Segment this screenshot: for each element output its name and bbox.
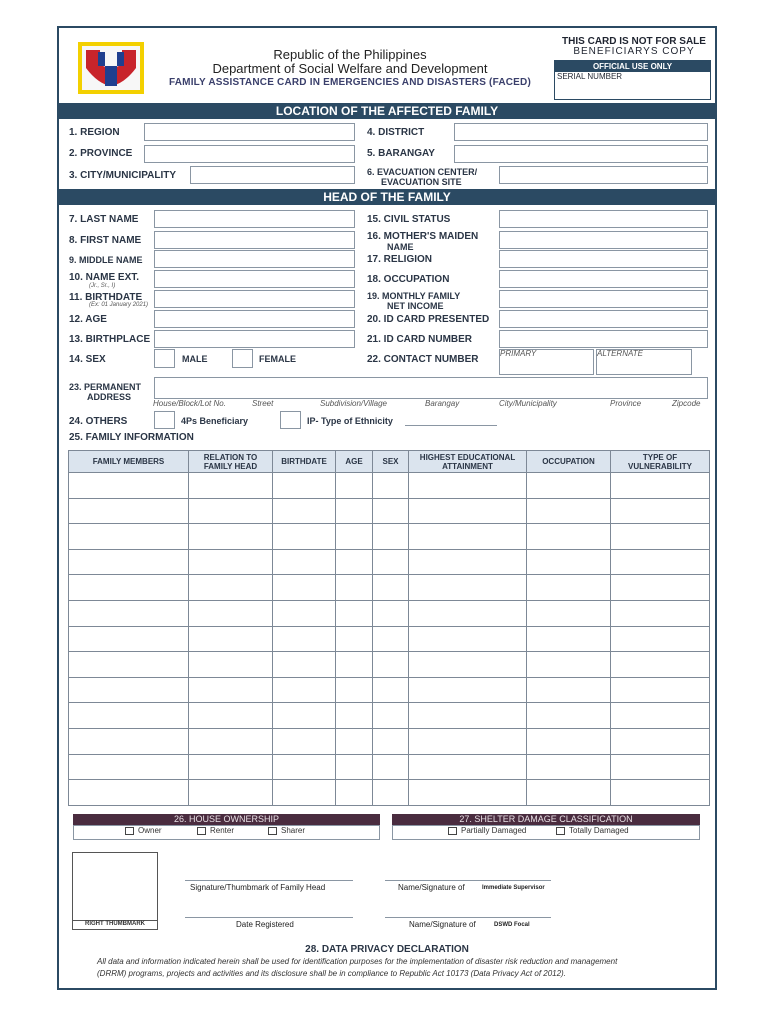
table-cell[interactable]	[189, 524, 273, 550]
table-cell[interactable]	[373, 626, 409, 652]
table-cell[interactable]	[69, 498, 189, 524]
religion-label: 17. RELIGION	[367, 254, 433, 265]
table-row	[69, 703, 710, 729]
table-row	[69, 754, 710, 780]
sharer-checkbox[interactable]	[268, 827, 277, 835]
evac-label: 6. EVACUATION CENTER/	[367, 167, 478, 177]
col-relation: RELATION TO FAMILY HEAD	[189, 451, 273, 473]
table-cell[interactable]	[189, 703, 273, 729]
fourps-checkbox[interactable]	[154, 411, 175, 429]
thumbmark-label: RIGHT THUMBMARK	[85, 921, 145, 927]
table-cell[interactable]	[527, 728, 611, 754]
owner-label: Owner	[138, 826, 162, 835]
table-cell[interactable]	[373, 473, 409, 499]
col-education: HIGHEST EDUCATIONAL ATTAINMENT	[409, 451, 527, 473]
table-cell[interactable]	[527, 652, 611, 678]
name-ext-label: 10. NAME EXT.	[69, 272, 140, 283]
location-section-bar: LOCATION OF THE AFFECTED FAMILY	[59, 103, 715, 119]
contact-label: 22. CONTACT NUMBER	[367, 354, 479, 365]
table-row	[69, 524, 710, 550]
table-cell[interactable]	[69, 728, 189, 754]
card-title: FAMILY ASSISTANCE CARD IN EMERGENCIES AND DISASTERS (FACED)	[168, 77, 532, 88]
table-cell[interactable]	[373, 677, 409, 703]
totally-damaged-checkbox[interactable]	[556, 827, 565, 835]
table-cell[interactable]	[273, 498, 336, 524]
supervisor-signature-line[interactable]	[385, 880, 551, 881]
table-cell[interactable]	[373, 652, 409, 678]
col-family-members: FAMILY MEMBERS	[69, 451, 189, 473]
table-cell[interactable]	[69, 549, 189, 575]
table-cell[interactable]	[189, 626, 273, 652]
city-label: 3. CITY/MUNICIPALITY	[69, 170, 177, 181]
last-name-field[interactable]	[154, 210, 355, 228]
barangay-field[interactable]	[454, 145, 708, 163]
table-cell[interactable]	[373, 703, 409, 729]
table-row	[69, 677, 710, 703]
table-cell[interactable]	[611, 600, 710, 626]
table-cell[interactable]	[611, 780, 710, 806]
table-cell[interactable]	[336, 677, 373, 703]
table-cell[interactable]	[273, 652, 336, 678]
republic-text: Republic of the Philippines	[273, 47, 427, 62]
table-cell[interactable]	[273, 703, 336, 729]
perm-address-label: 23. PERMANENT	[69, 382, 142, 392]
alternate-hint: ALTERNATE	[597, 349, 643, 358]
province-label: 2. PROVINCE	[69, 148, 133, 159]
table-cell[interactable]	[611, 677, 710, 703]
table-cell[interactable]	[409, 780, 527, 806]
table-cell[interactable]	[527, 575, 611, 601]
id-presented-label: 20. ID CARD PRESENTED	[367, 314, 490, 325]
col-vulnerability: TYPE OF VULNERABILITY	[611, 451, 710, 473]
table-cell[interactable]	[527, 703, 611, 729]
table-cell[interactable]	[273, 549, 336, 575]
table-cell[interactable]	[611, 626, 710, 652]
family-head-signature-label: Signature/Thumbmark of Family Head	[190, 883, 326, 892]
table-cell[interactable]	[273, 728, 336, 754]
family-head-signature-line[interactable]	[185, 880, 353, 881]
barangay-label: 5. BARANGAY	[367, 148, 435, 159]
table-cell[interactable]	[69, 626, 189, 652]
table-cell[interactable]	[611, 728, 710, 754]
table-cell[interactable]	[527, 498, 611, 524]
table-cell[interactable]	[409, 575, 527, 601]
region-field[interactable]	[144, 123, 355, 141]
table-cell[interactable]	[409, 677, 527, 703]
evac-label-2: EVACUATION SITE	[381, 177, 462, 187]
table-cell[interactable]	[409, 652, 527, 678]
dswd-logo	[78, 42, 144, 94]
first-name-field[interactable]	[154, 231, 355, 249]
table-cell[interactable]	[336, 498, 373, 524]
primary-hint: PRIMARY	[500, 349, 537, 358]
table-cell[interactable]	[409, 703, 527, 729]
official-use-box	[554, 60, 711, 100]
middle-name-field[interactable]	[154, 250, 355, 268]
not-for-sale-text: THIS CARD IS NOT FOR SALE	[562, 36, 706, 47]
addr-hint-subdivision: Subdivision/Village	[320, 399, 388, 408]
table-row	[69, 780, 710, 806]
table-cell[interactable]	[373, 754, 409, 780]
region-label: 1. REGION	[69, 127, 120, 138]
table-cell[interactable]	[409, 524, 527, 550]
table-cell[interactable]	[611, 524, 710, 550]
col-occupation: OCCUPATION	[527, 451, 611, 473]
birthdate-field[interactable]	[154, 290, 355, 308]
family-info-label: 25. FAMILY INFORMATION	[69, 432, 194, 443]
table-cell[interactable]	[409, 754, 527, 780]
table-cell[interactable]	[611, 754, 710, 780]
civil-status-label: 15. CIVIL STATUS	[367, 214, 451, 225]
table-cell[interactable]	[69, 780, 189, 806]
serial-number-label: SERIAL NUMBER	[557, 72, 623, 81]
first-name-label: 8. FIRST NAME	[69, 235, 142, 246]
table-cell[interactable]	[69, 652, 189, 678]
privacy-title: 28. DATA PRIVACY DECLARATION	[305, 944, 469, 955]
age-label: 12. AGE	[69, 314, 107, 325]
birthplace-label: 13. BIRTHPLACE	[69, 334, 151, 345]
sharer-label: Sharer	[281, 826, 306, 835]
renter-checkbox[interactable]	[197, 827, 206, 835]
dswd-signature-label: DSWD Focal	[494, 922, 530, 928]
table-row	[69, 600, 710, 626]
totally-damaged-label: Totally Damaged	[569, 826, 629, 835]
table-cell[interactable]	[336, 652, 373, 678]
table-cell[interactable]	[527, 600, 611, 626]
table-cell[interactable]	[373, 728, 409, 754]
table-cell[interactable]	[273, 473, 336, 499]
id-number-field[interactable]	[499, 330, 708, 348]
addr-hint-province: Province	[610, 399, 642, 408]
female-label: FEMALE	[259, 354, 296, 364]
table-cell[interactable]	[69, 677, 189, 703]
table-cell[interactable]	[336, 728, 373, 754]
table-cell[interactable]	[336, 524, 373, 550]
table-row	[69, 626, 710, 652]
col-birthdate: BIRTHDATE	[273, 451, 336, 473]
table-cell[interactable]	[527, 677, 611, 703]
addr-hint-street: Street	[252, 399, 274, 408]
table-cell[interactable]	[189, 575, 273, 601]
name-ext-field[interactable]	[154, 270, 355, 288]
table-cell[interactable]	[69, 524, 189, 550]
occupation-label: 18. OCCUPATION	[367, 274, 450, 285]
ip-ethnicity-line[interactable]	[405, 425, 497, 426]
ip-checkbox[interactable]	[280, 411, 301, 429]
sex-label: 14. SEX	[69, 354, 106, 365]
last-name-label: 7. LAST NAME	[69, 214, 139, 225]
income-label-2: NET INCOME	[387, 301, 444, 311]
addr-hint-zipcode: Zipcode	[672, 399, 701, 408]
mothers-maiden-label: 16. MOTHER'S MAIDEN	[367, 231, 479, 242]
table-cell[interactable]	[69, 754, 189, 780]
female-checkbox[interactable]	[232, 349, 253, 368]
table-cell[interactable]	[409, 549, 527, 575]
table-cell[interactable]	[373, 498, 409, 524]
table-cell[interactable]	[336, 600, 373, 626]
date-registered-line[interactable]	[185, 917, 353, 918]
district-label: 4. DISTRICT	[367, 127, 425, 138]
sharer-option[interactable]	[268, 826, 305, 836]
male-label: MALE	[182, 354, 208, 364]
table-cell[interactable]	[189, 677, 273, 703]
table-cell[interactable]	[273, 575, 336, 601]
house-ownership-title: 26. HOUSE OWNERSHIP	[73, 814, 380, 825]
table-cell[interactable]	[336, 626, 373, 652]
table-cell[interactable]	[527, 473, 611, 499]
table-cell[interactable]	[527, 524, 611, 550]
supervisor-signature-label: Immediate Supervisor	[482, 885, 545, 891]
district-field[interactable]	[454, 123, 708, 141]
table-cell[interactable]	[189, 754, 273, 780]
dswd-signature-prefix: Name/Signature of	[409, 920, 476, 929]
col-sex: SEX	[373, 451, 409, 473]
city-field[interactable]	[190, 166, 355, 184]
table-cell[interactable]	[611, 498, 710, 524]
owner-checkbox[interactable]	[125, 827, 134, 835]
table-cell[interactable]	[189, 728, 273, 754]
table-cell[interactable]	[336, 575, 373, 601]
dswd-signature-line[interactable]	[385, 917, 551, 918]
header-block	[150, 48, 550, 90]
table-cell[interactable]	[189, 600, 273, 626]
table-cell[interactable]	[373, 549, 409, 575]
table-cell[interactable]	[611, 652, 710, 678]
table-cell[interactable]	[611, 703, 710, 729]
table-cell[interactable]	[373, 575, 409, 601]
partially-damaged-checkbox[interactable]	[448, 827, 457, 835]
table-cell[interactable]	[69, 600, 189, 626]
table-cell[interactable]	[336, 549, 373, 575]
table-cell[interactable]	[273, 600, 336, 626]
table-cell[interactable]	[409, 626, 527, 652]
fourps-label: 4Ps Beneficiary	[181, 416, 249, 426]
beneficiary-copy-text: BENEFICIARYS COPY	[573, 46, 695, 57]
id-number-label: 21. ID CARD NUMBER	[367, 334, 473, 345]
table-cell[interactable]	[273, 524, 336, 550]
renter-label: Renter	[210, 826, 235, 835]
family-table	[68, 450, 710, 806]
table-row	[69, 473, 710, 499]
table-cell[interactable]	[373, 600, 409, 626]
table-cell[interactable]	[189, 652, 273, 678]
table-cell[interactable]	[409, 600, 527, 626]
province-field[interactable]	[144, 145, 355, 163]
name-ext-hint: (Jr., Sr., I)	[89, 283, 116, 289]
owner-option[interactable]	[125, 826, 162, 836]
table-cell[interactable]	[189, 780, 273, 806]
ip-label: IP- Type of Ethnicity	[307, 416, 393, 426]
evac-field[interactable]	[499, 166, 708, 184]
mothers-maiden-field[interactable]	[499, 231, 708, 249]
table-cell[interactable]	[336, 473, 373, 499]
partially-damaged-label: Partially Damaged	[461, 826, 527, 835]
occupation-field[interactable]	[499, 270, 708, 288]
birthplace-field[interactable]	[154, 330, 355, 348]
table-cell[interactable]	[527, 754, 611, 780]
birthdate-hint: (Ex: 01 January 2021)	[89, 302, 149, 308]
income-label: 19. MONTHLY FAMILY	[367, 291, 461, 301]
table-cell[interactable]	[611, 473, 710, 499]
table-cell[interactable]	[409, 728, 527, 754]
table-cell[interactable]	[527, 549, 611, 575]
table-cell[interactable]	[189, 498, 273, 524]
age-field[interactable]	[154, 310, 355, 328]
male-checkbox[interactable]	[154, 349, 175, 368]
table-cell[interactable]	[69, 473, 189, 499]
shelter-damage-box	[392, 825, 700, 840]
table-row	[69, 728, 710, 754]
table-cell[interactable]	[373, 780, 409, 806]
table-cell[interactable]	[189, 473, 273, 499]
perm-address-field[interactable]	[154, 377, 708, 399]
totally-damaged-option[interactable]	[556, 826, 629, 836]
table-cell[interactable]	[373, 524, 409, 550]
table-cell[interactable]	[273, 677, 336, 703]
privacy-line-1: All data and information indicated herein shall be used for identification purposes for the implementation of disaster risk reduction and management	[97, 957, 618, 966]
id-presented-field[interactable]	[499, 310, 708, 328]
table-cell[interactable]	[69, 575, 189, 601]
partially-damaged-option[interactable]	[448, 826, 526, 836]
table-row	[69, 498, 710, 524]
table-cell[interactable]	[527, 780, 611, 806]
civil-status-field[interactable]	[499, 210, 708, 228]
thumbmark-box[interactable]	[72, 852, 158, 930]
table-cell[interactable]	[273, 626, 336, 652]
date-registered-label: Date Registered	[236, 920, 294, 929]
table-cell[interactable]	[273, 754, 336, 780]
table-row	[69, 549, 710, 575]
religion-field[interactable]	[499, 250, 708, 268]
supervisor-signature-prefix: Name/Signature of	[398, 883, 465, 892]
table-row	[69, 575, 710, 601]
others-label: 24. OTHERS	[69, 416, 128, 427]
addr-hint-barangay: Barangay	[425, 399, 460, 408]
table-cell[interactable]	[409, 498, 527, 524]
table-cell[interactable]	[336, 780, 373, 806]
privacy-body	[97, 956, 687, 980]
birthdate-label: 11. BIRTHDATE	[69, 292, 143, 303]
table-cell[interactable]	[611, 549, 710, 575]
col-age: AGE	[336, 451, 373, 473]
table-cell[interactable]	[336, 754, 373, 780]
shelter-damage-title: 27. SHELTER DAMAGE CLASSIFICATION	[392, 814, 700, 825]
table-cell[interactable]	[611, 575, 710, 601]
addr-hint-city: City/Municipality	[499, 399, 557, 408]
table-cell[interactable]	[189, 549, 273, 575]
addr-hint-house: House/Block/Lot No.	[153, 399, 226, 408]
middle-name-label: 9. MIDDLE NAME	[69, 255, 143, 265]
table-cell[interactable]	[409, 473, 527, 499]
table-cell[interactable]	[336, 703, 373, 729]
perm-address-label-2: ADDRESS	[87, 392, 132, 402]
renter-option[interactable]	[197, 826, 234, 836]
privacy-line-2: (DRRM) programs, projects and activities and its disclosure shall be in compliance to Republic Act 10173 (Data Privacy Act of 2012).	[97, 969, 566, 978]
table-cell[interactable]	[69, 703, 189, 729]
family-table-header	[69, 451, 710, 473]
income-field[interactable]	[499, 290, 708, 308]
table-cell[interactable]	[273, 780, 336, 806]
mothers-maiden-label-2: NAME	[387, 242, 414, 252]
department-text: Department of Social Welfare and Development	[212, 61, 488, 76]
table-row	[69, 652, 710, 678]
official-use-label: OFFICIAL USE ONLY	[555, 61, 710, 72]
head-section-bar: HEAD OF THE FAMILY	[59, 189, 715, 205]
table-cell[interactable]	[527, 626, 611, 652]
